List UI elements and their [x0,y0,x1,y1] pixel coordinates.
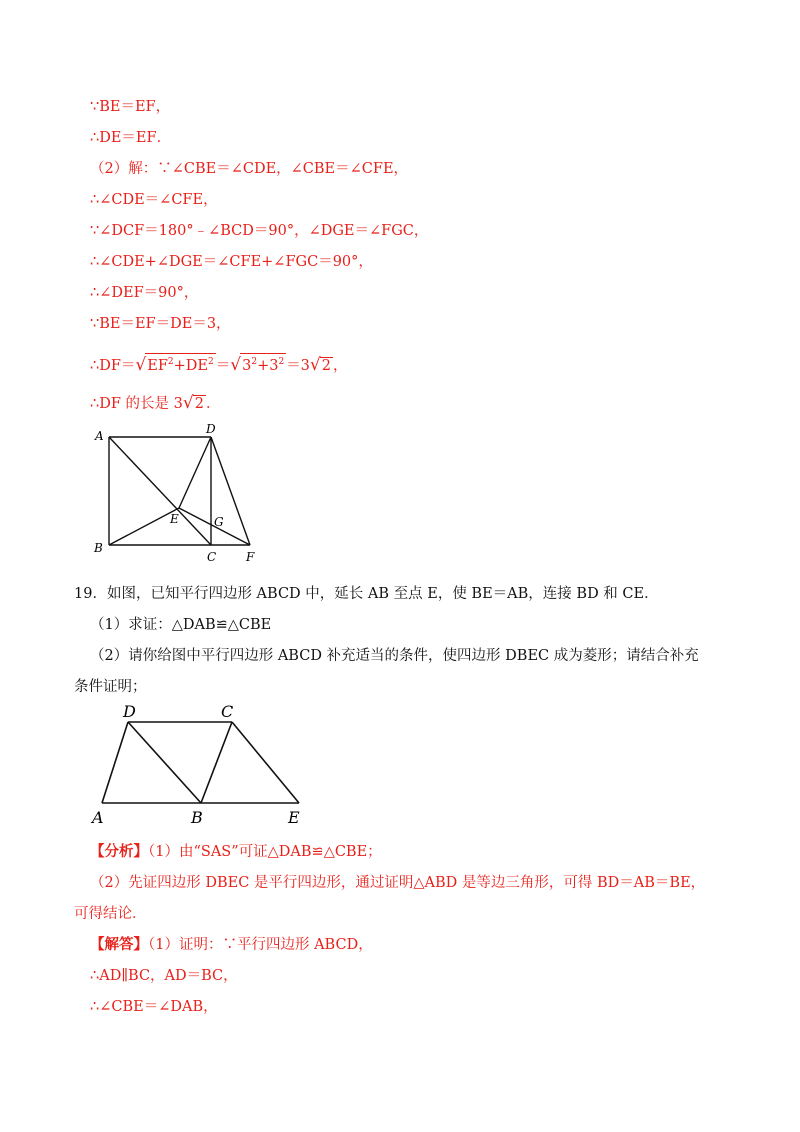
label-a: A [92,808,104,827]
answer-line: ∴AD∥BC，AD＝BC， [90,968,238,984]
segment-db [128,722,201,803]
label-c: C [207,550,217,564]
proof-line: ∴DE＝EF． [90,130,172,146]
radicand [145,353,216,375]
label-g: G [214,515,224,529]
proof-line: ∴∠DEF＝90°， [90,285,199,301]
label-e: E [170,512,179,526]
analysis-line: 可得结论． [74,906,147,922]
answer-text: （1）证明：∵平行四边形 ABCD， [148,937,373,953]
figure-square-abcd [86,418,276,566]
equals: ＝ [215,358,231,374]
question-19-stem: 19．如图，已知平行四边形 ABCD 中，延长 AB 至点 E，使 BE＝AB，连接 BD 和 CE． [74,586,659,602]
label-d: D [123,702,136,721]
radicand-term: +3 [257,358,279,374]
radicand: 2 [321,358,331,374]
answer-tag: 【解答】 [90,936,148,953]
segment-ac [109,437,211,545]
proof-line: （2）解：∵∠CBE＝∠CDE，∠CBE＝∠CFE， [90,161,409,177]
figure-parallelogram-abcd [86,700,316,830]
exponent: 2 [251,357,258,367]
radicand [240,353,286,375]
sqrt-symbol: √ [182,393,194,413]
label-d: D [206,422,216,436]
answer-line [90,935,373,955]
label-b: B [191,808,203,827]
radicand: 2 [194,396,204,412]
equals: ＝3 [286,358,310,374]
sqrt-symbol: √ [309,355,321,375]
proof-line: ∴∠CDE+∠DGE＝∠CFE+∠FGC＝90°， [90,254,373,270]
proof-line: ∴∠CDE＝∠CFE， [90,192,218,208]
question-19-part2: （2）请你给图中平行四边形 ABCD 补充适当的条件，使四边形 DBEC 成为菱形；请结合补充 [90,648,699,664]
segment-ce [232,722,299,803]
label-f: F [246,550,255,564]
radicand-term: 3 [242,358,252,374]
proof-line-df-result [90,393,220,414]
segment-bc [201,722,232,803]
exponent: 2 [167,357,174,367]
df-prefix: ∴DF＝ [90,358,136,374]
analysis-line [90,842,382,862]
radicand-term: +DE [173,358,209,374]
radicand-term: EF [147,358,168,374]
label-a: A [95,429,104,443]
punctuation: ． [205,396,221,412]
label-e: E [288,808,300,827]
proof-line: ∵BE＝EF＝DE＝3， [90,316,231,332]
question-19-part2-cont: 条件证明； [74,679,147,695]
exponent: 2 [278,357,285,367]
exponent: 2 [208,357,214,367]
analysis-tag: 【分析】 [90,843,148,860]
sqrt-symbol: √ [230,355,242,375]
proof-line: ∵BE＝EF， [90,99,171,115]
punctuation: ， [333,358,348,374]
segment-be [109,508,179,545]
segment-ad [102,722,128,803]
question-19-part1: （1）求证：△DAB≌△CBE [90,617,272,633]
answer-line: ∴∠CBE＝∠DAB， [90,999,218,1015]
sqrt-symbol: √ [135,355,147,375]
label-b: B [94,541,103,555]
proof-line: ∵∠DCF＝180°﹣∠BCD＝90°，∠DGE＝∠FGC， [90,223,429,239]
df-result-prefix: ∴DF 的长是 3 [90,396,183,412]
analysis-text: （1）由“SAS”可证△DAB≌△CBE； [148,844,382,860]
label-c: C [221,702,234,721]
analysis-line: （2）先证四边形 DBEC 是平行四边形，通过证明△ABD 是等边三角形，可得 BD＝AB＝BE， [90,875,706,891]
proof-line-df-calc [90,353,348,376]
segment-ed [179,437,211,508]
